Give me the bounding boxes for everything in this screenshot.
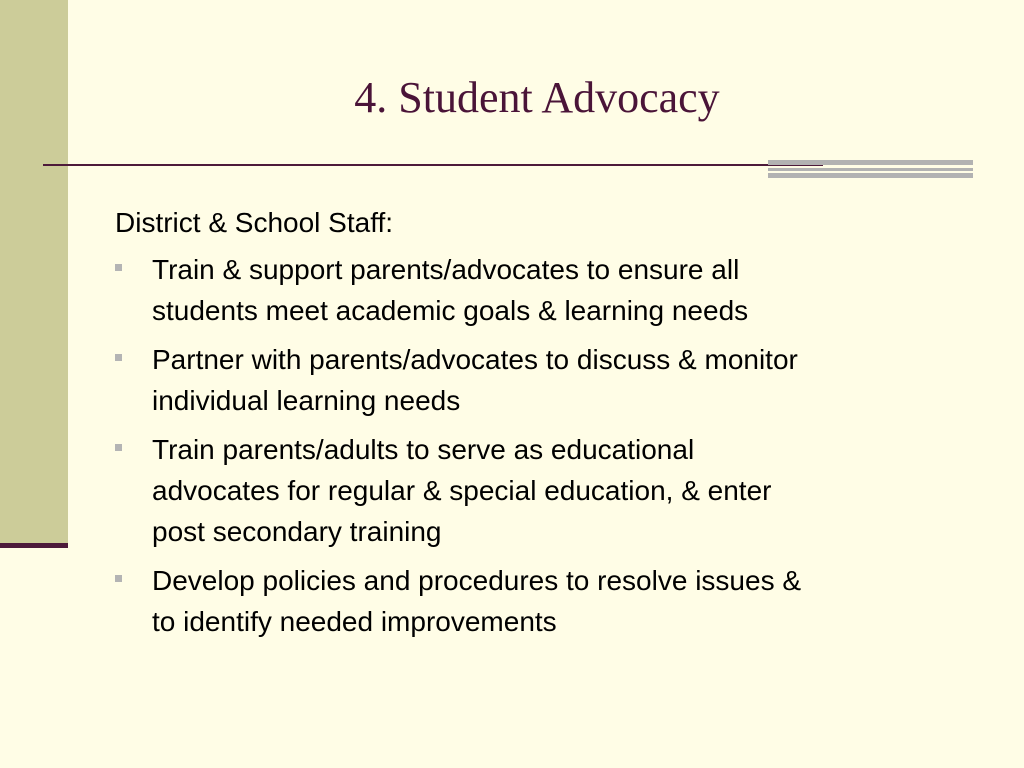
slide-title: 4. Student Advocacy (354, 73, 720, 122)
bullet-item (115, 249, 955, 331)
accent-band-middle (768, 168, 973, 171)
bullet-line: Partner with parents/advocates to discuss & monitor (152, 344, 798, 375)
left-bar-underline (0, 543, 68, 548)
title-divider (43, 164, 823, 166)
bullet-line: Train parents/adults to serve as educational (152, 434, 695, 465)
square-bullet-icon (115, 575, 122, 582)
title-divider-accent (768, 160, 973, 176)
square-bullet-icon (115, 444, 122, 451)
bullet-line: post secondary training (152, 516, 442, 547)
bullet-item (115, 429, 955, 552)
square-bullet-icon (115, 264, 122, 271)
bullet-item (115, 339, 955, 421)
bullet-item (115, 560, 955, 642)
bullet-list (115, 249, 955, 642)
bullet-line: students meet academic goals & learning needs (152, 295, 749, 326)
accent-band-bottom (768, 173, 973, 178)
slide-body (115, 202, 955, 650)
bullet-line: individual learning needs (152, 385, 461, 416)
bullet-line: Train & support parents/advocates to ensure all (152, 254, 740, 285)
body-subheading: District & School Staff: (115, 207, 394, 238)
accent-band-top (768, 160, 973, 165)
bullet-line: to identify needed improvements (152, 606, 557, 637)
bullet-line: Develop policies and procedures to resolve issues & (152, 565, 802, 596)
bullet-line: advocates for regular & special education, & enter (152, 475, 772, 506)
square-bullet-icon (115, 354, 122, 361)
